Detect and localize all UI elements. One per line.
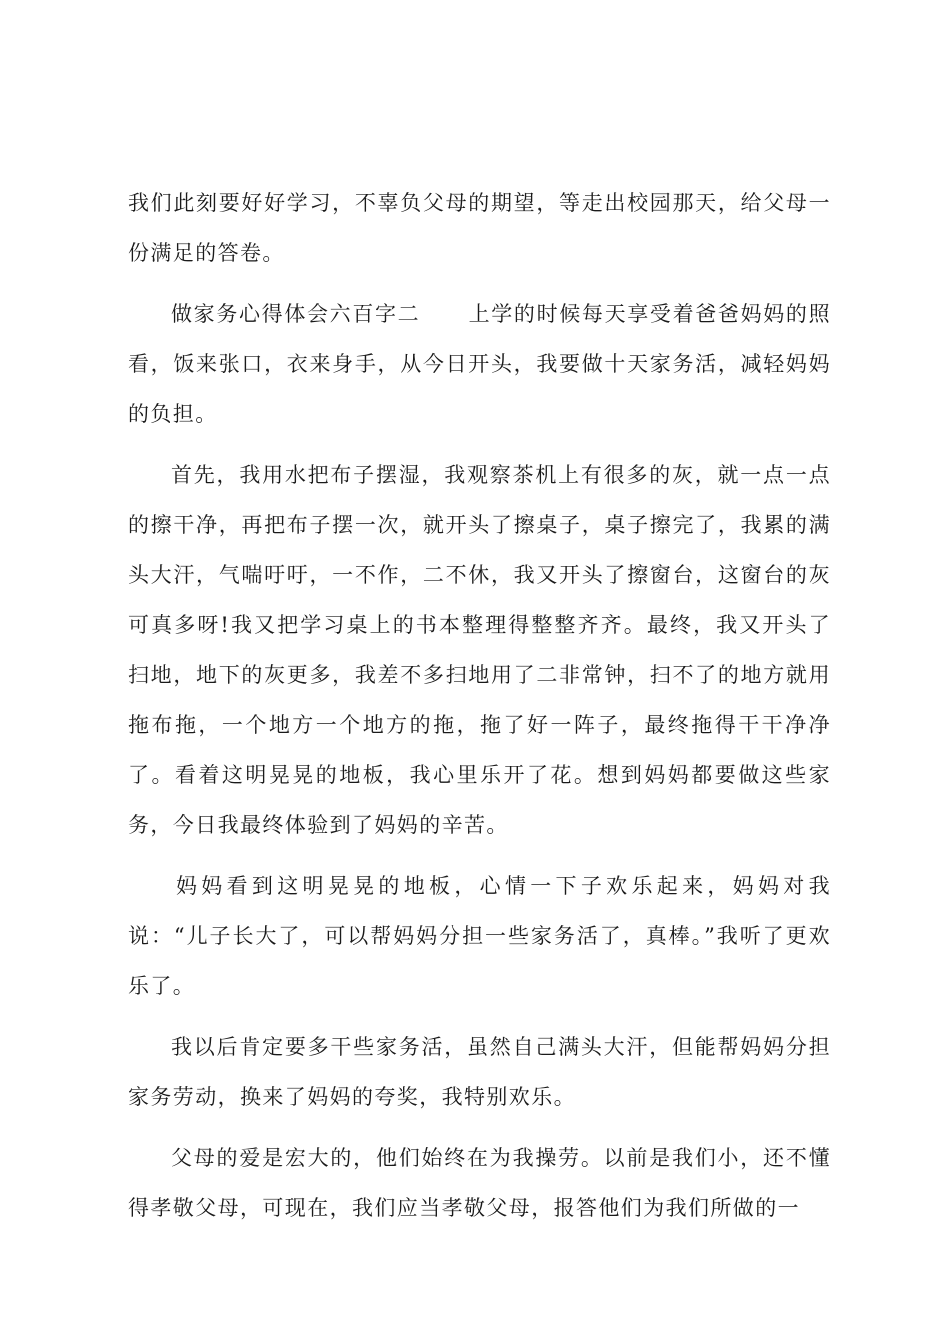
paragraph-4 — [128, 861, 831, 1011]
paragraph-6 — [128, 1133, 831, 1233]
paragraph-text: 我们此刻要好好学习，不辜负父母的期望，等走出校园那天，给父母一份满足的答卷。 — [128, 191, 831, 265]
paragraph-5 — [128, 1022, 831, 1122]
document-body — [128, 178, 831, 1244]
section-heading: 做家务心得体会六百字二 — [171, 302, 421, 326]
paragraph-1 — [128, 178, 831, 278]
paragraph-text: 上学的时候每天享受着爸爸妈妈的照看，饭来张口，衣来身手，从今日开头，我要做十天家务活，减轻妈妈的负担。 — [128, 302, 831, 426]
paragraph-2 — [128, 289, 831, 439]
paragraph-text: 妈妈看到这明晃晃的地板，心情一下子欢乐起来，妈妈对我说：“儿子长大了，可以帮妈妈分担一些家务活了，真棒。”我听了更欢乐了。 — [128, 874, 831, 998]
paragraph-text: 父母的爱是宏大的，他们始终在为我操劳。以前是我们小，还不懂得孝敬父母，可现在，我们应当孝敬父母，报答他们为我们所做的一 — [128, 1146, 831, 1220]
paragraph-3 — [128, 450, 831, 850]
paragraph-text: 首先，我用水把布子摆湿，我观察茶机上有很多的灰，就一点一点的擦干净，再把布子摆一次，就开头了擦桌子，桌子擦完了，我累的满头大汗，气喘吁吁，一不作，二不休，我又开头了擦窗台，这窗台的灰可真多呀!我又把学习桌上的书本整理得整整齐齐。最终，我又开头了扫地，地下的灰更多，我差不多扫地用了二非常钟，扫不了的地方就用拖布拖，一个地方一个地方的拖，拖了好一阵子，最终拖得干干净净了。看着这明晃晃的地板，我心里乐开了花。想到妈妈都要做这些家务，今日我最终体验到了妈妈的辛苦。 — [128, 463, 831, 837]
paragraph-text: 我以后肯定要多干些家务活，虽然自己满头大汗，但能帮妈妈分担家务劳动，换来了妈妈的夸奖，我特别欢乐。 — [128, 1035, 831, 1109]
